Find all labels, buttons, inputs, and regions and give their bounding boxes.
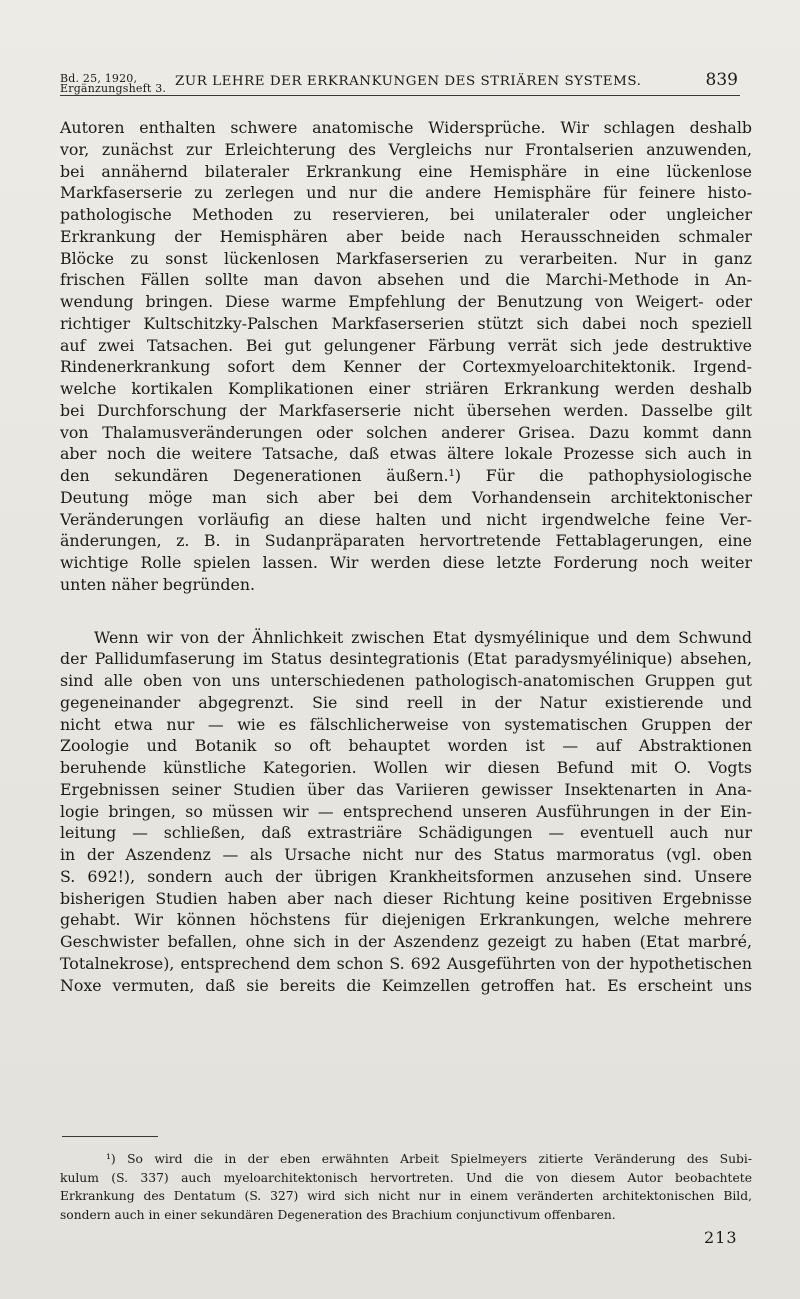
- text-line: in der Aszendenz — als Ursache nicht nur des Status marmoratus (vgl. oben: [60, 845, 752, 864]
- text-line: Zoologie und Botanik so oft behauptet worden ist — auf Abstraktionen: [60, 736, 752, 756]
- header-rule: [60, 95, 740, 96]
- text-line: von Thalamusveränderungen oder solchen anderer Grisea. Dazu kommt dann: [60, 422, 752, 442]
- text-line: leitung — schließen, daß extrastriäre Schädigungen — eventuell auch nur: [60, 823, 752, 843]
- body-text: [60, 117, 752, 996]
- text-line: bei Durchforschung der Markfaserserie nicht übersehen werden. Dasselbe gilt: [60, 400, 752, 420]
- signature-mark: 213: [704, 1228, 738, 1247]
- text-line: wendung bringen. Diese warme Empfehlung der Benutzung von Weigert- oder: [60, 292, 752, 311]
- text-line: Erkrankung der Hemisphären aber beide nach Herausschneiden schmaler: [60, 226, 752, 246]
- text-line: aber noch die weitere Tatsache, daß etwas ältere lokale Prozesse sich auch in: [60, 444, 752, 464]
- text-line: Veränderungen vorläufig an diese halten und nicht irgendwelche feine Ver-: [60, 509, 752, 529]
- text-line: Wenn wir von der Ähnlichkeit zwischen Etat dysmyélinique und dem Schwund: [94, 627, 752, 647]
- text-line: vor, zunächst zur Erleichterung des Vergleichs nur Frontalserien anzuwenden,: [60, 139, 752, 159]
- text-line: den sekundären Degenerationen äußern.¹) Für die pathophysiologische: [60, 466, 752, 485]
- text-line: Noxe vermuten, daß sie bereits die Keimzellen getroffen hat. Es erscheint uns: [60, 975, 752, 995]
- text-line: welche kortikalen Komplikationen einer striären Erkrankung werden deshalb: [60, 379, 752, 398]
- text-line: gehabt. Wir können höchstens für diejenigen Erkrankungen, welche mehrere: [60, 910, 752, 930]
- text-line: S. 692!), sondern auch der übrigen Krankheitsformen anzusehen sind. Unsere: [60, 866, 752, 886]
- text-line: Ergebnissen seiner Studien über das Variieren gewisser Insektenarten in Ana-: [60, 779, 752, 799]
- text-line: wichtige Rolle spielen lassen. Wir werden diese letzte Forderung noch weiter: [60, 553, 752, 572]
- text-line: Totalnekrose), entsprechend dem schon S. 692 Ausgeführten von der hypothetischen: [60, 953, 752, 973]
- running-title: ZUR LEHRE DER ERKRANKUNGEN DES STRIÄREN SYSTEMS.: [175, 74, 642, 89]
- text-line: der Pallidumfaserung im Status desintegrationis (Etat paradysmyélinique) absehen,: [60, 649, 752, 669]
- text-line: frischen Fällen sollte man davon absehen und die Marchi-Methode in An-: [60, 270, 752, 290]
- text-line: bisherigen Studien haben aber nach dieser Richtung keine positiven Ergebnisse: [60, 888, 752, 908]
- text-line: pathologische Methoden zu reservieren, bei unilateraler oder ungleicher: [60, 205, 752, 224]
- text-line: Autoren enthalten schwere anatomische Widersprüche. Wir schlagen deshalb: [60, 118, 752, 137]
- footnote-line: ¹) So wird die in der eben erwähnten Arbeit Spielmeyers zitierte Veränderung des Subi-: [106, 1152, 752, 1166]
- text-line: auf zwei Tatsachen. Bei gut gelungener Färbung verrät sich jede destruktive: [60, 335, 752, 355]
- volume-line-1: Bd. 25, 1920,: [60, 72, 138, 85]
- text-line: Markfaserserie zu zerlegen und nur die andere Hemisphäre für feinere histo-: [60, 183, 752, 203]
- text-line: sind alle oben von uns unterschiedenen pathologisch-anatomischen Gruppen gut: [60, 671, 752, 690]
- page-number: 839: [705, 70, 738, 90]
- text-line: Rindenerkrankung sofort dem Kenner der Cortexmyeloarchitektonik. Irgend-: [60, 357, 752, 377]
- text-line: Geschwister befallen, ohne sich in der Aszendenz gezeigt zu haben (Etat marbré,: [60, 932, 752, 951]
- volume-info: [60, 74, 166, 94]
- text-line: bei annähernd bilateraler Erkrankung eine Hemisphäre in eine lückenlose: [60, 161, 752, 181]
- text-line: änderungen, z. B. in Sudanpräparaten hervortretende Fettablagerungen, eine: [60, 531, 752, 551]
- footnote: [60, 1150, 752, 1224]
- text-line: beruhende künstliche Kategorien. Wollen wir diesen Befund mit O. Vogts: [60, 758, 752, 777]
- text-line: Deutung möge man sich aber bei dem Vorhandensein architektonischer: [60, 487, 752, 507]
- footnote-rule: [62, 1136, 158, 1137]
- volume-line-2: Ergänzungsheft 3.: [60, 82, 167, 95]
- text-line: logie bringen, so müssen wir — entsprechend unseren Ausführungen in der Ein-: [60, 801, 752, 821]
- footnote-line: sondern auch in einer sekundären Degeneration des Brachium conjunctivum offenbaren.: [60, 1207, 616, 1222]
- text-line: richtiger Kultschitzky-Palschen Markfaserserien stützt sich dabei noch speziell: [60, 313, 752, 333]
- running-header: [60, 60, 740, 96]
- footnote-line: Erkrankung des Dentatum (S. 327) wird sich nicht nur in einem veränderten architektonischen Bild,: [60, 1189, 752, 1203]
- text-line: gegeneinander abgegrenzt. Sie sind reell in der Natur existierende und: [60, 692, 752, 712]
- paragraph-1: [60, 117, 752, 596]
- paragraph-2: [60, 627, 752, 997]
- footnote-line: kulum (S. 337) auch myeloarchitektonisch hervortreten. Und die von diesem Autor beobachtete: [60, 1170, 752, 1185]
- text-line: unten näher begründen.: [60, 574, 256, 594]
- text-line: Blöcke zu sonst lückenlosen Markfaserserien zu verarbeiten. Nur in ganz: [60, 248, 752, 268]
- text-line: nicht etwa nur — wie es fälschlicherweise von systematischen Gruppen der: [60, 714, 752, 734]
